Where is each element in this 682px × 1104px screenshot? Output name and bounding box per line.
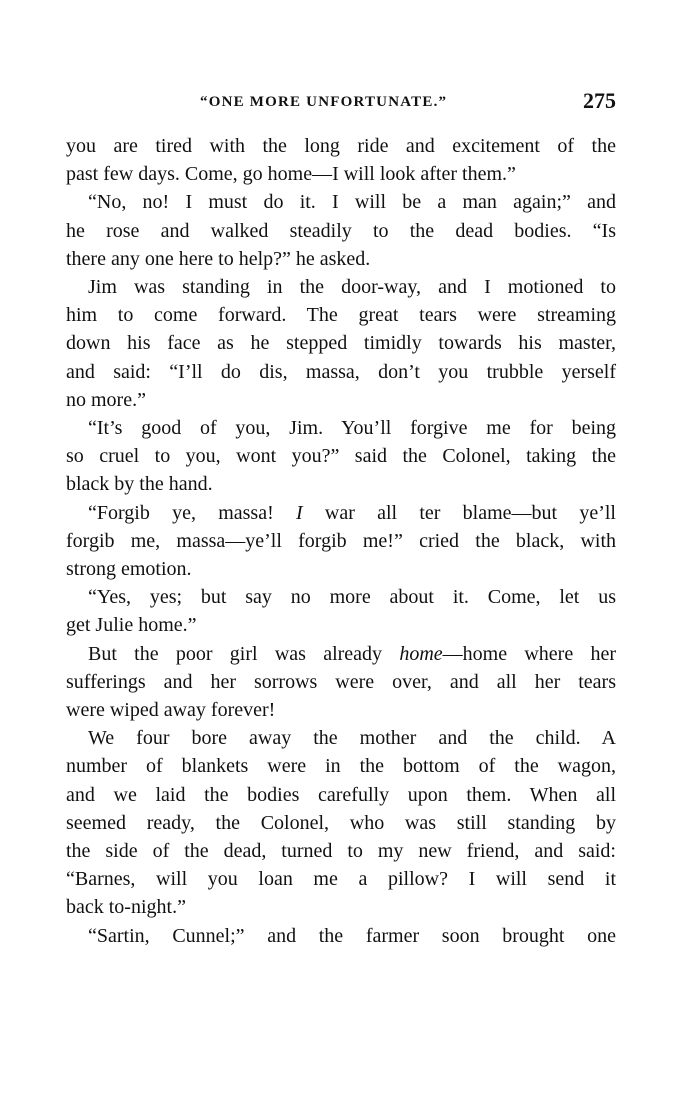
text-line: sufferings and her sorrows were over, and all her tears bbox=[66, 670, 616, 693]
text-line: “No, no! I must do it. I will be a man again;” and bbox=[88, 191, 616, 214]
running-title: “ONE MORE UNFORTUNATE.” bbox=[200, 94, 448, 110]
body-text bbox=[66, 132, 616, 950]
text-line: number of blankets were in the bottom of the wagon, bbox=[66, 755, 616, 778]
text-line: “Barnes, will you loan me a pillow? I will send it bbox=[66, 868, 616, 891]
text-line bbox=[66, 640, 616, 668]
text-line: “It’s good of you, Jim. You’ll forgive me for being bbox=[88, 417, 616, 440]
italic-word: home bbox=[399, 642, 443, 665]
text-line: “Yes, yes; but say no more about it. Come, let us bbox=[88, 586, 616, 609]
text-line: were wiped away forever! bbox=[66, 699, 276, 722]
text-line: and said: “I’ll do dis, massa, don’t you trubble yerself bbox=[66, 360, 616, 383]
text-line bbox=[66, 499, 616, 527]
text-line: back to-night.” bbox=[66, 896, 186, 919]
text-line: past few days. Come, go home—I will look after them.” bbox=[66, 163, 516, 186]
text-line: no more.” bbox=[66, 388, 146, 411]
text-line: you are tired with the long ride and excitement of the bbox=[66, 135, 616, 157]
text-line: forgib me, massa—ye’ll forgib me!” cried the black, with bbox=[66, 529, 616, 552]
text-line: strong emotion. bbox=[66, 558, 192, 581]
text-line: Jim was standing in the door-way, and I motioned to bbox=[88, 276, 616, 299]
text-line: there any one here to help?” he asked. bbox=[66, 247, 371, 270]
text-segment: “Forgib ye, massa! bbox=[88, 501, 296, 524]
running-head bbox=[66, 88, 616, 122]
text-line: black by the hand. bbox=[66, 473, 213, 496]
text-line: him to come forward. The great tears were streaming bbox=[66, 304, 616, 327]
text-line: “Sartin, Cunnel;” and the farmer soon brought one bbox=[88, 924, 616, 947]
text-segment: —home where her bbox=[442, 642, 616, 665]
text-segment: war all ter blame—but ye’ll bbox=[302, 501, 616, 524]
text-line: We four bore away the mother and the child. A bbox=[88, 727, 616, 750]
text-line: get Julie home.” bbox=[66, 614, 197, 637]
book-page bbox=[66, 88, 616, 950]
text-line: and we laid the bodies carefully upon them. When all bbox=[66, 783, 616, 806]
text-line: seemed ready, the Colonel, who was still standing by bbox=[66, 811, 616, 834]
text-line: he rose and walked steadily to the dead bodies. “Is bbox=[66, 219, 616, 242]
page-number: 275 bbox=[583, 88, 616, 113]
italic-word: I bbox=[295, 501, 303, 524]
text-line: so cruel to you, wont you?” said the Colonel, taking the bbox=[66, 445, 616, 468]
text-line: the side of the dead, turned to my new friend, and said: bbox=[66, 840, 616, 863]
text-line: down his face as he stepped timidly towards his master, bbox=[66, 332, 616, 355]
text-segment: But the poor girl was already bbox=[88, 642, 400, 665]
